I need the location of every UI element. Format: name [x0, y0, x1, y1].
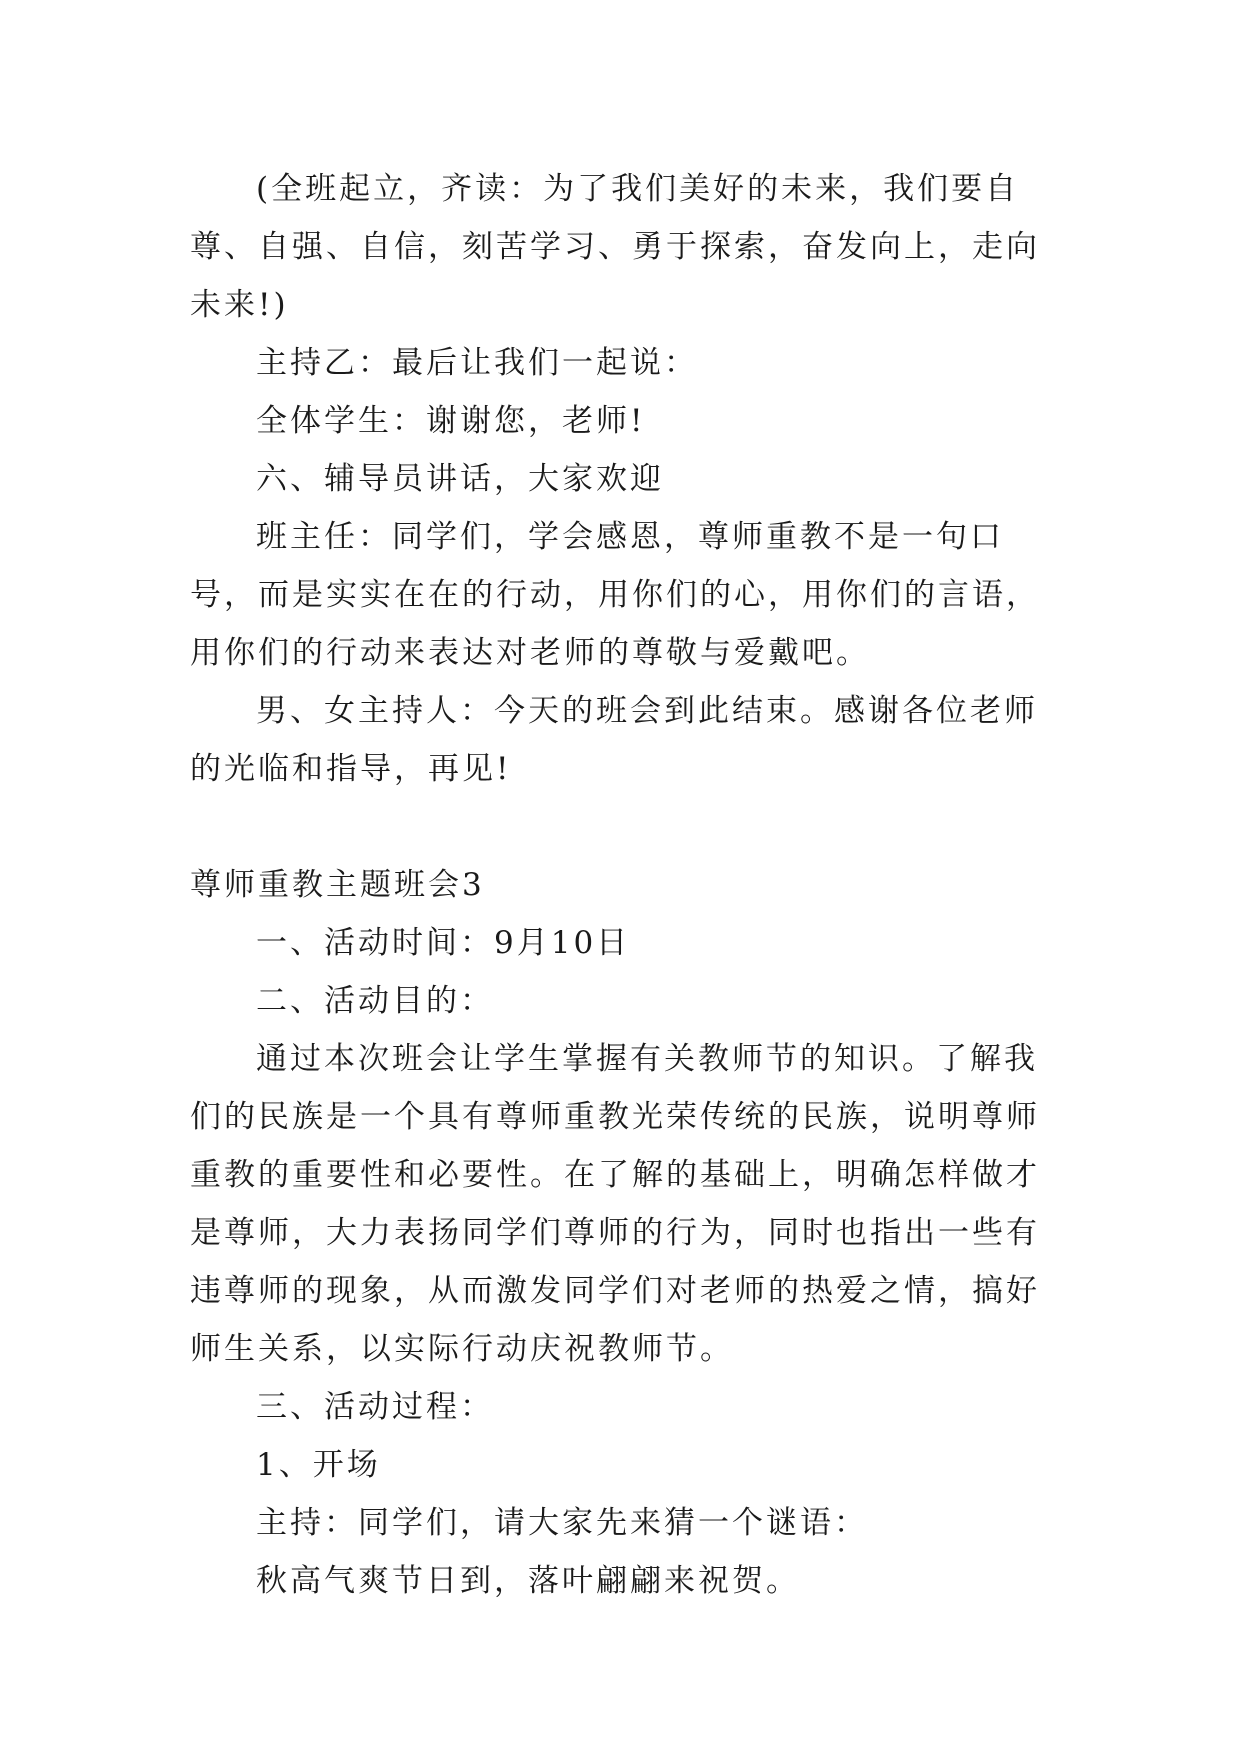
activity-process-label: 三、活动过程： [256, 1389, 494, 1425]
paragraph-all-students: 全体学生：谢谢您，老师! [256, 403, 646, 439]
document-page [190, 160, 1060, 1610]
paragraph-counselor-speech: 六、辅导员讲话，大家欢迎 [256, 461, 664, 497]
paragraph-head-teacher: 班主任：同学们，学会感恩，尊师重教不是一句口号，而是实实在在的行动，用你们的心，用你们的言语，用你们的行动来表达对老师的尊敬与爱戴吧。 [190, 519, 1040, 671]
paragraph-recitation: (全班起立，齐读：为了我们美好的未来，我们要自尊、自强、自信，刻苦学习、勇于探索，奋发向上，走向未来!) [190, 171, 1040, 323]
section-title: 尊师重教主题班会3 [190, 867, 485, 903]
host-line: 主持：同学们，请大家先来猜一个谜语： [256, 1505, 868, 1541]
paragraph-closing: 男、女主持人：今天的班会到此结束。感谢各位老师的光临和指导，再见! [190, 693, 1038, 787]
paragraph-host-b: 主持乙：最后让我们一起说： [256, 345, 698, 381]
section-gap [190, 798, 1060, 856]
activity-purpose-label: 二、活动目的： [256, 983, 494, 1019]
activity-time: 一、活动时间：9月10日 [256, 925, 631, 961]
step-opening: 1、开场 [256, 1447, 381, 1483]
activity-purpose-text: 通过本次班会让学生掌握有关教师节的知识。了解我们的民族是一个具有尊师重教光荣传统的民族，说明尊师重教的重要性和必要性。在了解的基础上，明确怎样做才是尊师，大力表扬同学们尊师的行为，同时也指出一些有违尊师的现象，从而激发同学们对老师的热爱之情，搞好师生关系，以实际行动庆祝教师节。 [190, 1041, 1040, 1367]
riddle-line: 秋高气爽节日到，落叶翩翩来祝贺。 [256, 1563, 800, 1599]
